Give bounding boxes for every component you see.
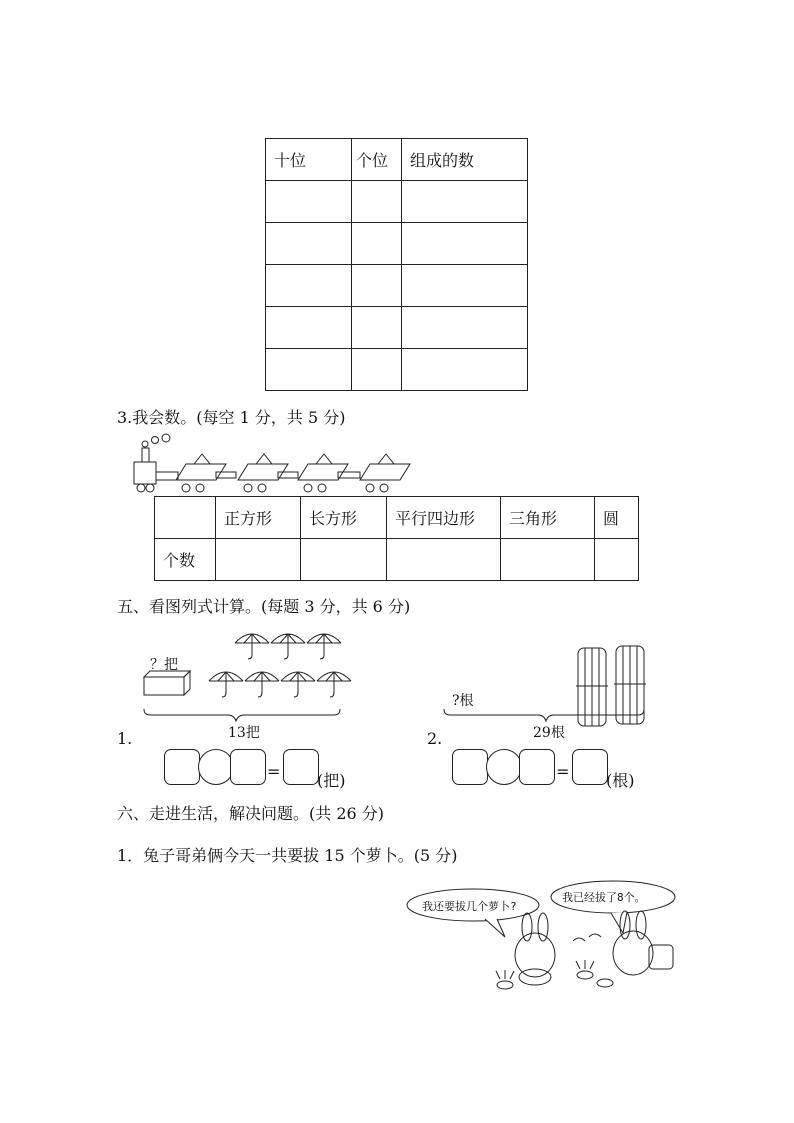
cell[interactable]: [216, 539, 301, 581]
cell[interactable]: [387, 539, 501, 581]
p1-operator-circle[interactable]: [198, 749, 234, 785]
p2-question-label: ?根: [452, 693, 474, 709]
cell[interactable]: [501, 539, 595, 581]
header-square: 正方形: [216, 497, 301, 539]
p2-operator-circle[interactable]: [486, 749, 522, 785]
cell[interactable]: [301, 539, 387, 581]
cell[interactable]: [352, 265, 402, 307]
cell[interactable]: [352, 349, 402, 391]
bubble-left-text: 我还要拔几个萝卜?: [422, 900, 517, 913]
row-label-count: 个数: [155, 539, 216, 581]
cell[interactable]: [352, 223, 402, 265]
p2-unit: (根): [606, 771, 635, 790]
p1-total-label: 13把: [228, 725, 260, 741]
header-tens: 十位: [266, 139, 352, 181]
table-row: [155, 539, 639, 581]
header-rectangle: 长方形: [301, 497, 387, 539]
cell[interactable]: [352, 307, 402, 349]
table-row: [266, 181, 528, 223]
cell[interactable]: [402, 349, 528, 391]
header-circle: 圆: [595, 497, 639, 539]
p1-answer-box-3[interactable]: [283, 749, 319, 785]
section6-title: 六、走进生活，解决问题。(共 26 分): [117, 804, 385, 823]
cell[interactable]: [595, 539, 639, 581]
p1-equals: =: [267, 762, 281, 781]
umbrella-illustration: [140, 625, 360, 725]
table-row: [266, 223, 528, 265]
umbrella-icon: [245, 672, 279, 697]
section6-q1: 1．兔子哥弟俩今天一共要拔 15 个萝卜。(5 分): [117, 846, 458, 865]
cell[interactable]: [266, 223, 352, 265]
cell[interactable]: [266, 349, 352, 391]
header-ones: 个位: [352, 139, 402, 181]
umbrella-icon: [235, 634, 269, 659]
p1-answer-box-2[interactable]: [230, 749, 266, 785]
table-row: [266, 349, 528, 391]
umbrella-icon: [281, 672, 315, 697]
section5-title: 五、看图列式计算。(每题 3 分，共 6 分): [117, 597, 411, 616]
bubble-right-text: 我已经拔了8个。: [562, 891, 646, 904]
header-triangle: 三角形: [501, 497, 595, 539]
place-value-table: [265, 138, 528, 391]
cell[interactable]: [266, 265, 352, 307]
table-row: [266, 265, 528, 307]
umbrella-icon: [209, 672, 243, 697]
header-blank: [155, 497, 216, 539]
q3-title: 3.我会数。(每空 1 分，共 5 分): [117, 408, 346, 427]
shape-count-table: [154, 496, 639, 581]
p2-answer-box-2[interactable]: [519, 749, 555, 785]
p2-answer-box-1[interactable]: [452, 749, 488, 785]
p2-total-label: 29根: [533, 725, 565, 741]
p1-question-label: ？把: [150, 657, 178, 673]
umbrella-icon: [271, 634, 305, 659]
train-illustration: [130, 432, 430, 492]
p1-answer-box-1[interactable]: [164, 749, 200, 785]
cell[interactable]: [266, 181, 352, 223]
p2-number: 2.: [427, 729, 443, 748]
p1-number: 1.: [117, 729, 133, 748]
cell[interactable]: [402, 265, 528, 307]
umbrella-icon: [307, 634, 341, 659]
p1-unit: (把): [317, 771, 346, 790]
header-number: 组成的数: [402, 139, 528, 181]
umbrella-icon: [317, 672, 351, 697]
cell[interactable]: [402, 181, 528, 223]
p2-answer-box-3[interactable]: [572, 749, 608, 785]
cell[interactable]: [402, 307, 528, 349]
cell[interactable]: [402, 223, 528, 265]
p2-equals: =: [556, 762, 570, 781]
header-parallelogram: 平行四边形: [387, 497, 501, 539]
table-row: [266, 307, 528, 349]
cell[interactable]: [352, 181, 402, 223]
cell[interactable]: [266, 307, 352, 349]
